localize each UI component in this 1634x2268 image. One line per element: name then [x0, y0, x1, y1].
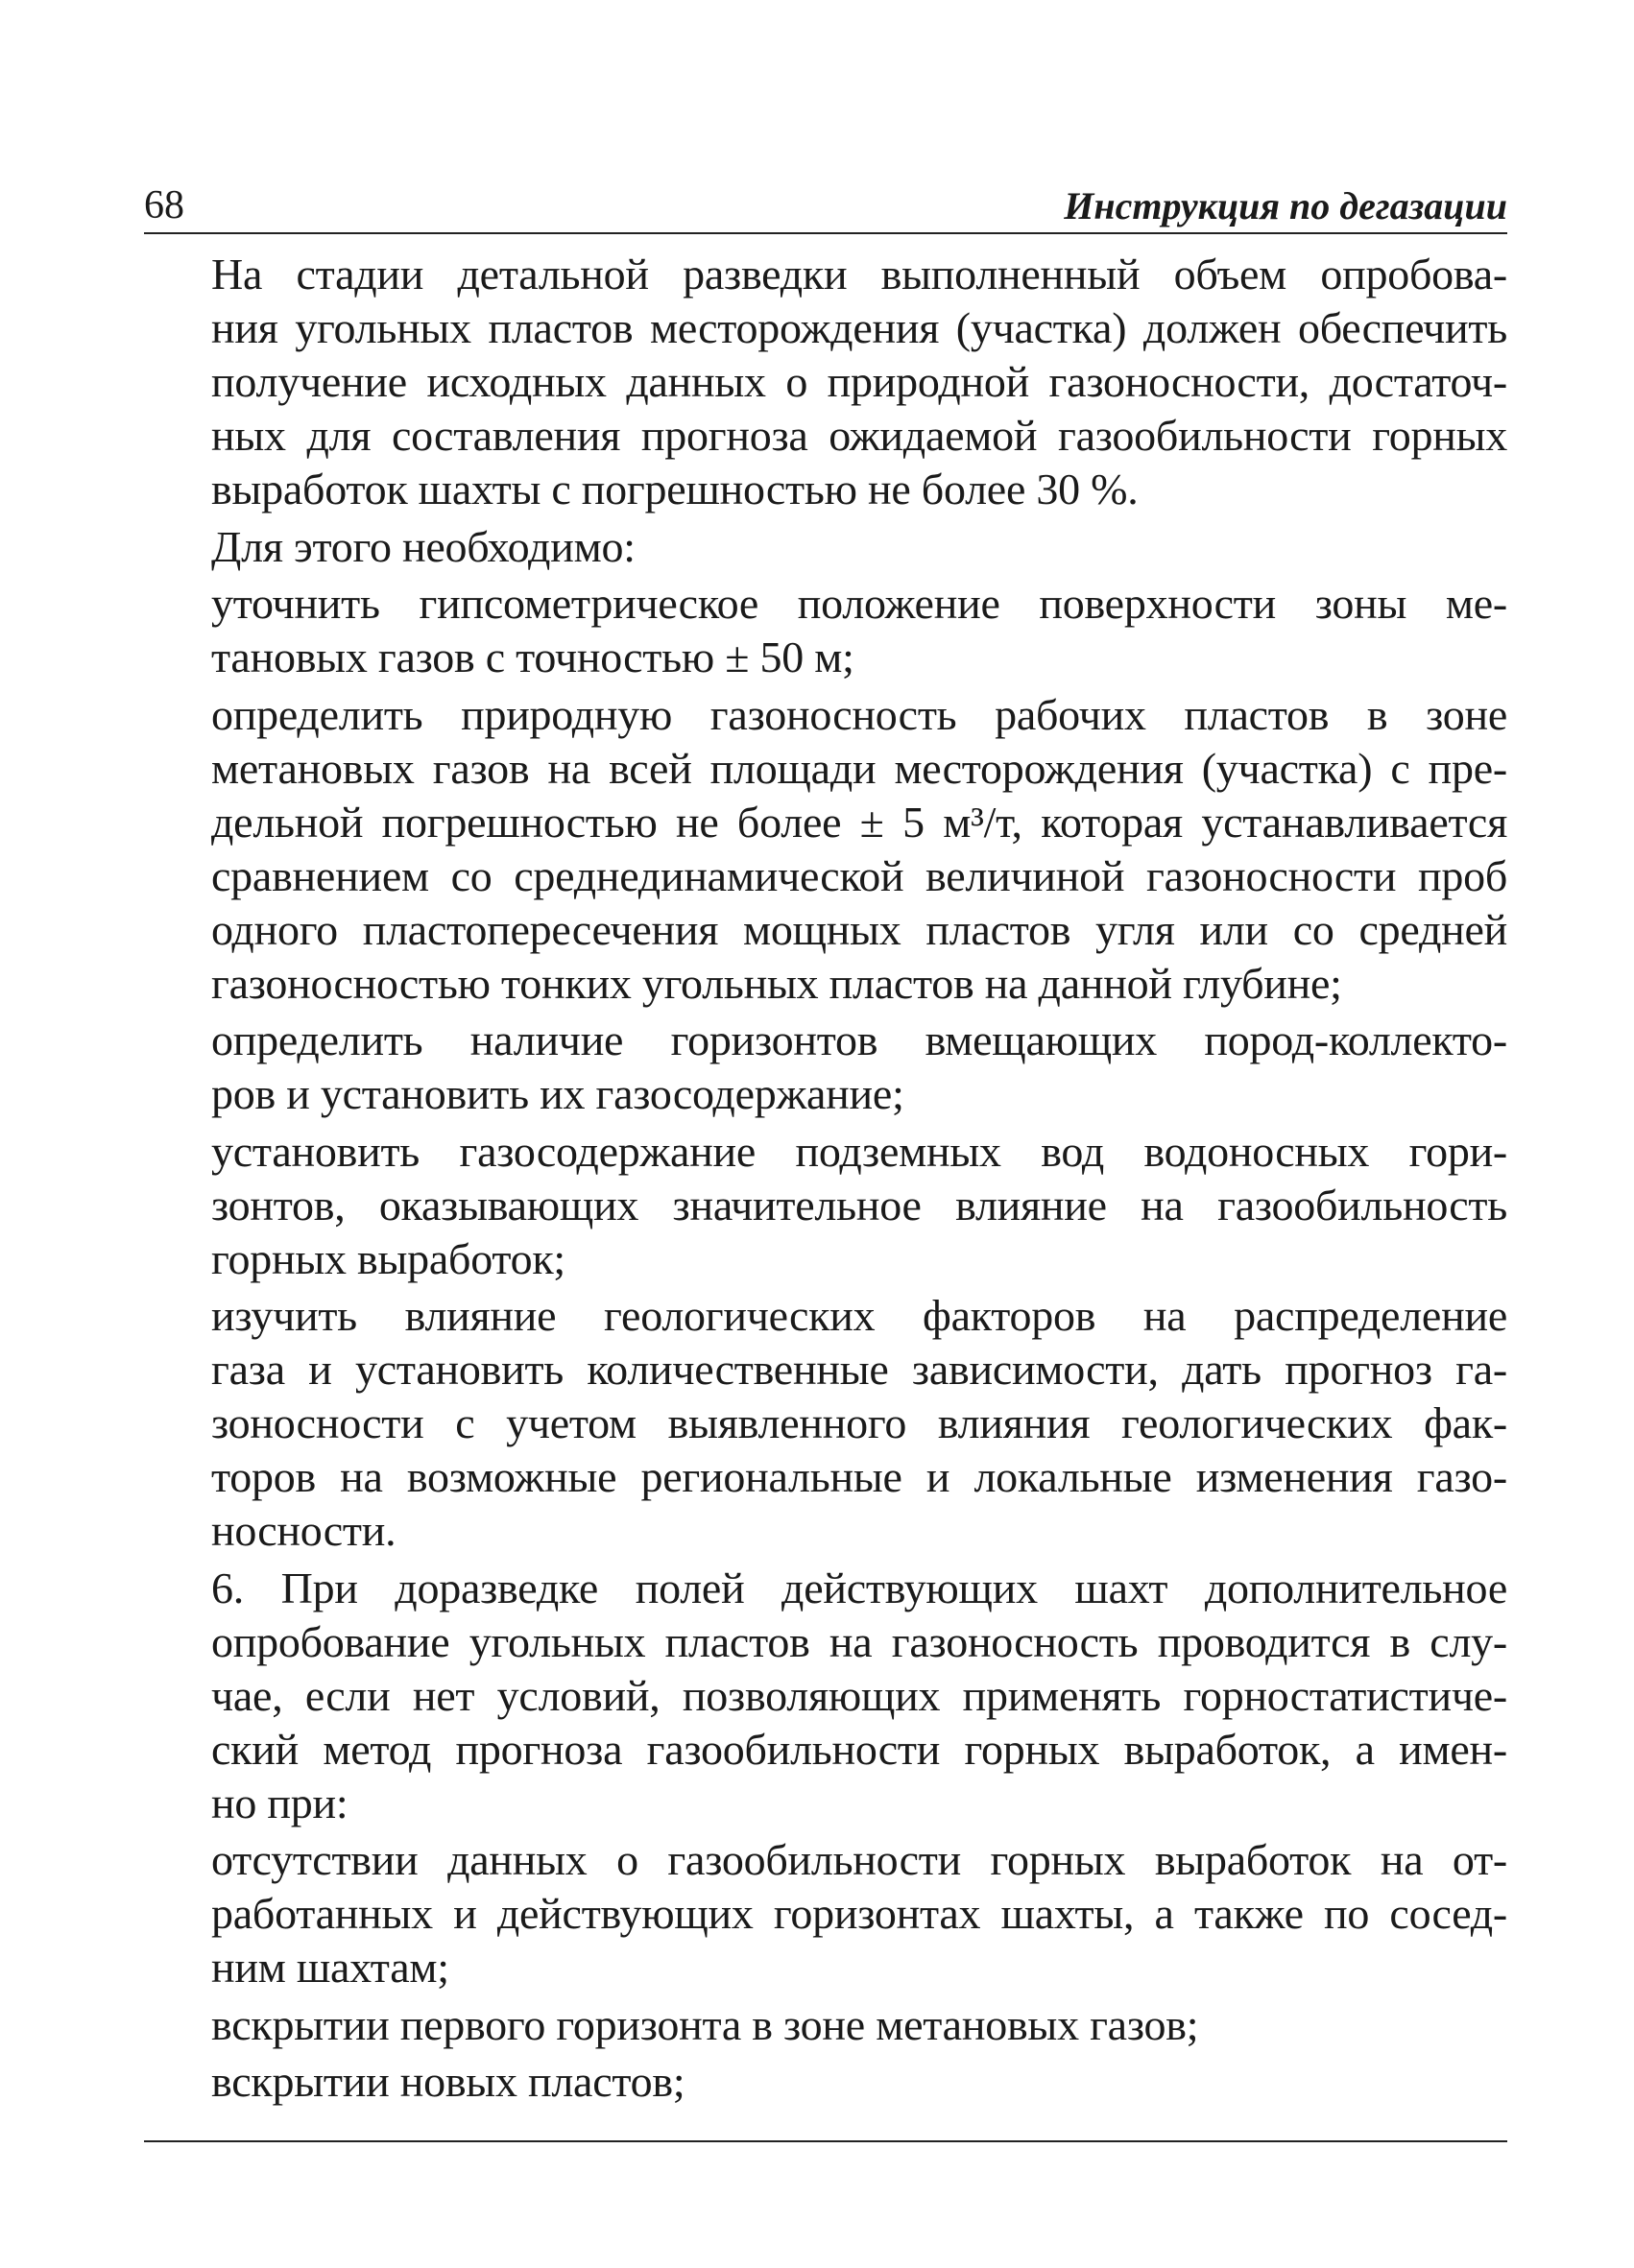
paragraph: [144, 688, 1507, 1011]
text-line: работанных и действующих горизонтах шахты, а также по сосед-: [211, 1889, 1507, 1938]
text-line: Для этого необходимо:: [211, 521, 636, 571]
text-line: ных для составления прогноза ожидаемой газообильности горных: [211, 411, 1507, 460]
bottom-rule: [144, 2140, 1507, 2142]
text-line: но при:: [211, 1778, 348, 1827]
text-line: ский метод прогноза газообильности горных выработок, а имен-: [211, 1724, 1507, 1774]
text-line: чае, если нет условий, позволяющих применять горностатистиче-: [211, 1670, 1507, 1720]
paragraph: [144, 1014, 1507, 1121]
text-line: газоносностью тонких угольных пластов на данной глубине;: [211, 958, 1342, 1008]
text-line: зонтов, оказывающих значительное влияние на газообильность: [211, 1180, 1507, 1229]
text-line: сравнением со среднединамической величиной газоносности проб: [211, 850, 1507, 900]
text-line: определить наличие горизонтов вмещающих пород-коллекто-: [211, 1015, 1507, 1064]
text-line: ним шахтам;: [211, 1943, 449, 1992]
text-line: опробование угольных пластов на газоносность проводится в слу-: [211, 1616, 1507, 1666]
text-line: получение исходных данных о природной газоносности, достаточ-: [211, 357, 1507, 406]
paragraph: [144, 248, 1507, 516]
text-line: дельной погрешностью не более ± 5 м³/т, которая устанавливается: [211, 797, 1507, 847]
text-line: 6. При доразведке полей действующих шахт дополнительное: [211, 1563, 1507, 1612]
paragraph: [144, 1125, 1507, 1286]
paragraph: [144, 1998, 1507, 2052]
book-page: [144, 173, 1507, 2150]
text-line: ния угольных пластов месторождения (участка) должен обеспечить: [211, 303, 1507, 352]
paragraph: [144, 2055, 1507, 2109]
text-line: зоносности с учетом выявленного влияния геологических фак-: [211, 1398, 1507, 1447]
text-line: отсутствии данных о газообильности горных выработок на от-: [211, 1835, 1507, 1884]
text-line: выработок шахты с погрешностью не более 30 %.: [211, 465, 1139, 513]
paragraph: [144, 577, 1507, 684]
text-line: изучить влияние геологических факторов на распределение: [211, 1291, 1507, 1340]
text-line: горных выработок;: [211, 1233, 565, 1283]
text-line: одного пластопересечения мощных пластов угля или со средней: [211, 904, 1507, 954]
text-line: На стадии детальной разведки выполненный объем опробова-: [211, 250, 1507, 298]
paragraph: [144, 520, 1507, 574]
running-title: Инструкция по дегазации: [1064, 184, 1507, 227]
paragraph: [144, 1833, 1507, 1994]
running-head: [144, 173, 1507, 234]
text-line: уточнить гипсометрическое положение поверхности зоны ме-: [211, 579, 1507, 628]
text-line: газа и установить количественные зависимости, дать прогноз га-: [211, 1345, 1507, 1394]
page-number: 68: [144, 183, 184, 227]
text-line: определить природную газоносность рабочих пластов в зоне: [211, 689, 1507, 739]
text-line: торов на возможные региональные и локальные изменения газо-: [211, 1452, 1507, 1501]
text-line: носности.: [211, 1506, 396, 1555]
paragraph: [144, 1562, 1507, 1830]
text-line: установить газосодержание подземных вод водоносных гори-: [211, 1126, 1507, 1176]
text-line: ров и установить их газосодержание;: [211, 1069, 904, 1118]
body-text: [144, 248, 1507, 2109]
text-line: метановых газов на всей площади месторождения (участка) с пре-: [211, 743, 1507, 793]
paragraph: [144, 1289, 1507, 1558]
text-line: вскрытии новых пластов;: [211, 2057, 685, 2106]
text-line: тановых газов с точностью ± 50 м;: [211, 633, 854, 681]
text-line: вскрытии первого горизонта в зоне метановых газов;: [211, 1999, 1199, 2049]
